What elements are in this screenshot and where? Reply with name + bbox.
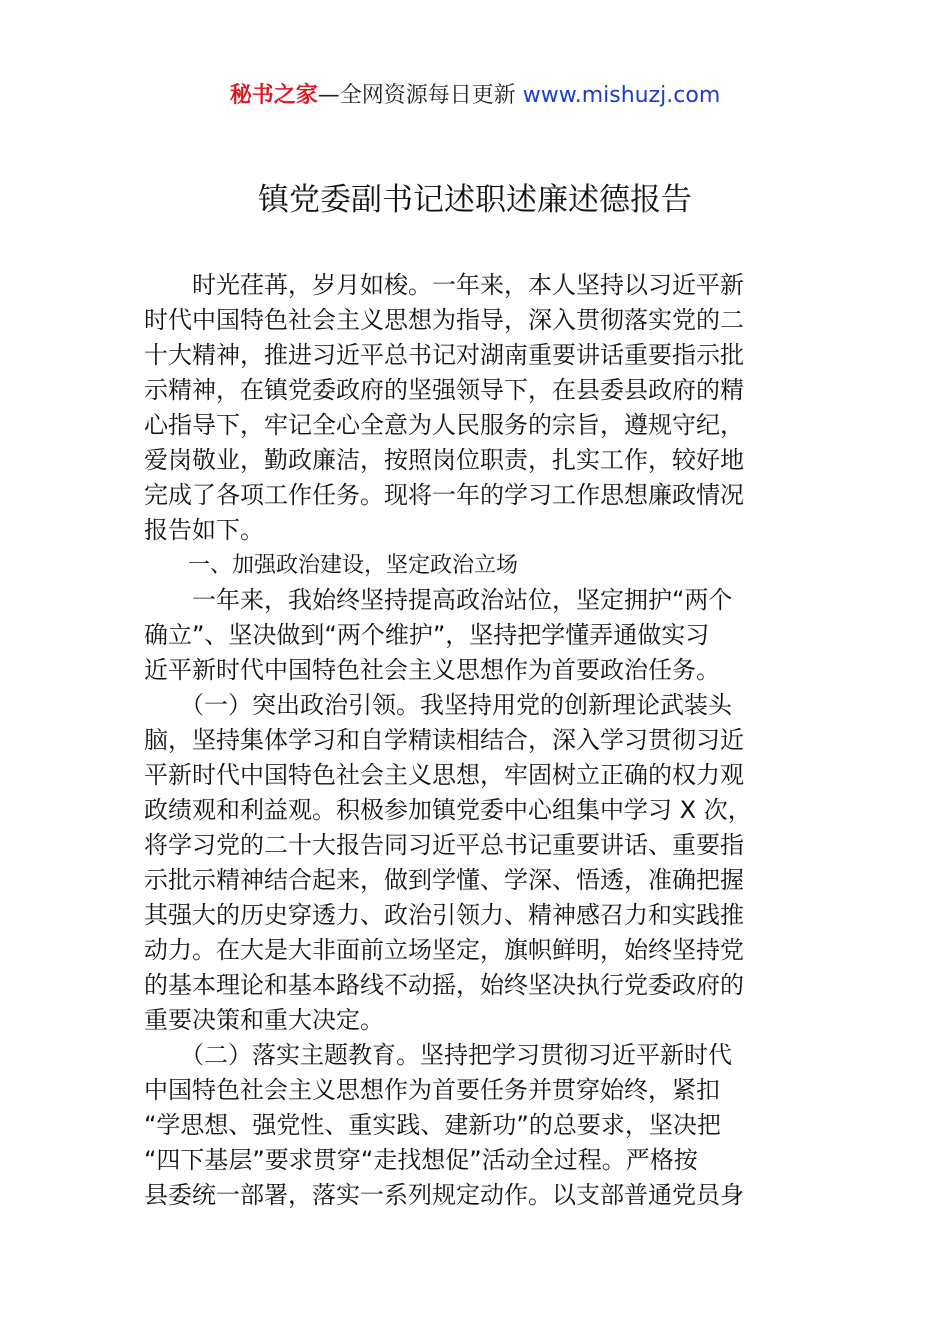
body-line: 时光荏苒，岁月如梭。一年来，本人坚持以习近平新 [144,271,744,299]
body-line: 爱岗敬业，勤政廉洁，按照岗位职责，扎实工作，较好地 [144,446,744,474]
document-title: 镇党委副书记述职述廉述德报告 [258,182,692,218]
site-url-link[interactable]: www.mishuzj.com [522,83,721,108]
site-tagline: —全网资源每日更新 [317,83,523,108]
body-line: 完成了各项工作任务。现将一年的学习工作思想廉政情况 [144,481,744,509]
body-line: 确立”、坚决做到“两个维护”，坚持把学懂弄通做实习 [144,621,710,649]
body-line: 动力。在大是大非面前立场坚定，旗帜鲜明，始终坚持党 [144,936,744,964]
body-line: （二）落实主题教育。坚持把学习贯彻习近平新时代 [144,1041,732,1069]
body-line: 的基本理论和基本路线不动摇，始终坚决执行党委政府的 [144,971,744,999]
body-line: 心指导下，牢记全心全意为人民服务的宗旨，遵规守纪， [144,411,744,439]
section-heading: 一、加强政治建设，坚定政治立场 [144,553,519,578]
body-line: 脑，坚持集体学习和自学精读相结合，深入学习贯彻习近 [144,726,744,754]
site-brand: 秘书之家 [229,83,318,108]
body-line: 时代中国特色社会主义思想为指导，深入贯彻落实党的二 [144,306,744,334]
body-line: 示批示精神结合起来，做到学懂、学深、悟透，准确把握 [144,866,744,894]
body-line: 十大精神，推进习近平总书记对湖南重要讲话重要指示批 [144,341,744,369]
body-line: 报告如下。 [144,516,264,544]
body-line: 平新时代中国特色社会主义思想，牢固树立正确的权力观 [144,761,744,789]
body-line: 近平新时代中国特色社会主义思想作为首要政治任务。 [144,656,720,684]
body-line: （一）突出政治引领。我坚持用党的创新理论武装头 [144,691,732,719]
body-line: 示精神，在镇党委政府的坚强领导下，在县委县政府的精 [144,376,744,404]
body-line: 中国特色社会主义思想作为首要任务并贯穿始终，紧扣 [144,1076,720,1104]
body-line: 重要决策和重大决定。 [144,1006,384,1034]
body-line: 其强大的历史穿透力、政治引领力、精神感召力和实践推 [144,901,744,929]
body-line: “四下基层”要求贯穿“走找想促”活动全过程。严格按 [144,1146,698,1174]
body-line: 政绩观和利益观。积极参加镇党委中心组集中学习 X 次， [144,796,752,824]
body-line: 将学习党的二十大报告同习近平总书记重要讲话、重要指 [144,831,744,859]
body-line: 一年来，我始终坚持提高政治站位，坚定拥护“两个 [144,586,733,614]
body-line: 县委统一部署，落实一系列规定动作。以支部普通党员身 [144,1181,744,1209]
document-body [144,268,808,1213]
site-header [0,80,950,112]
body-line: “学思想、强党性、重实践、建新功”的总要求，坚决把 [144,1111,721,1139]
